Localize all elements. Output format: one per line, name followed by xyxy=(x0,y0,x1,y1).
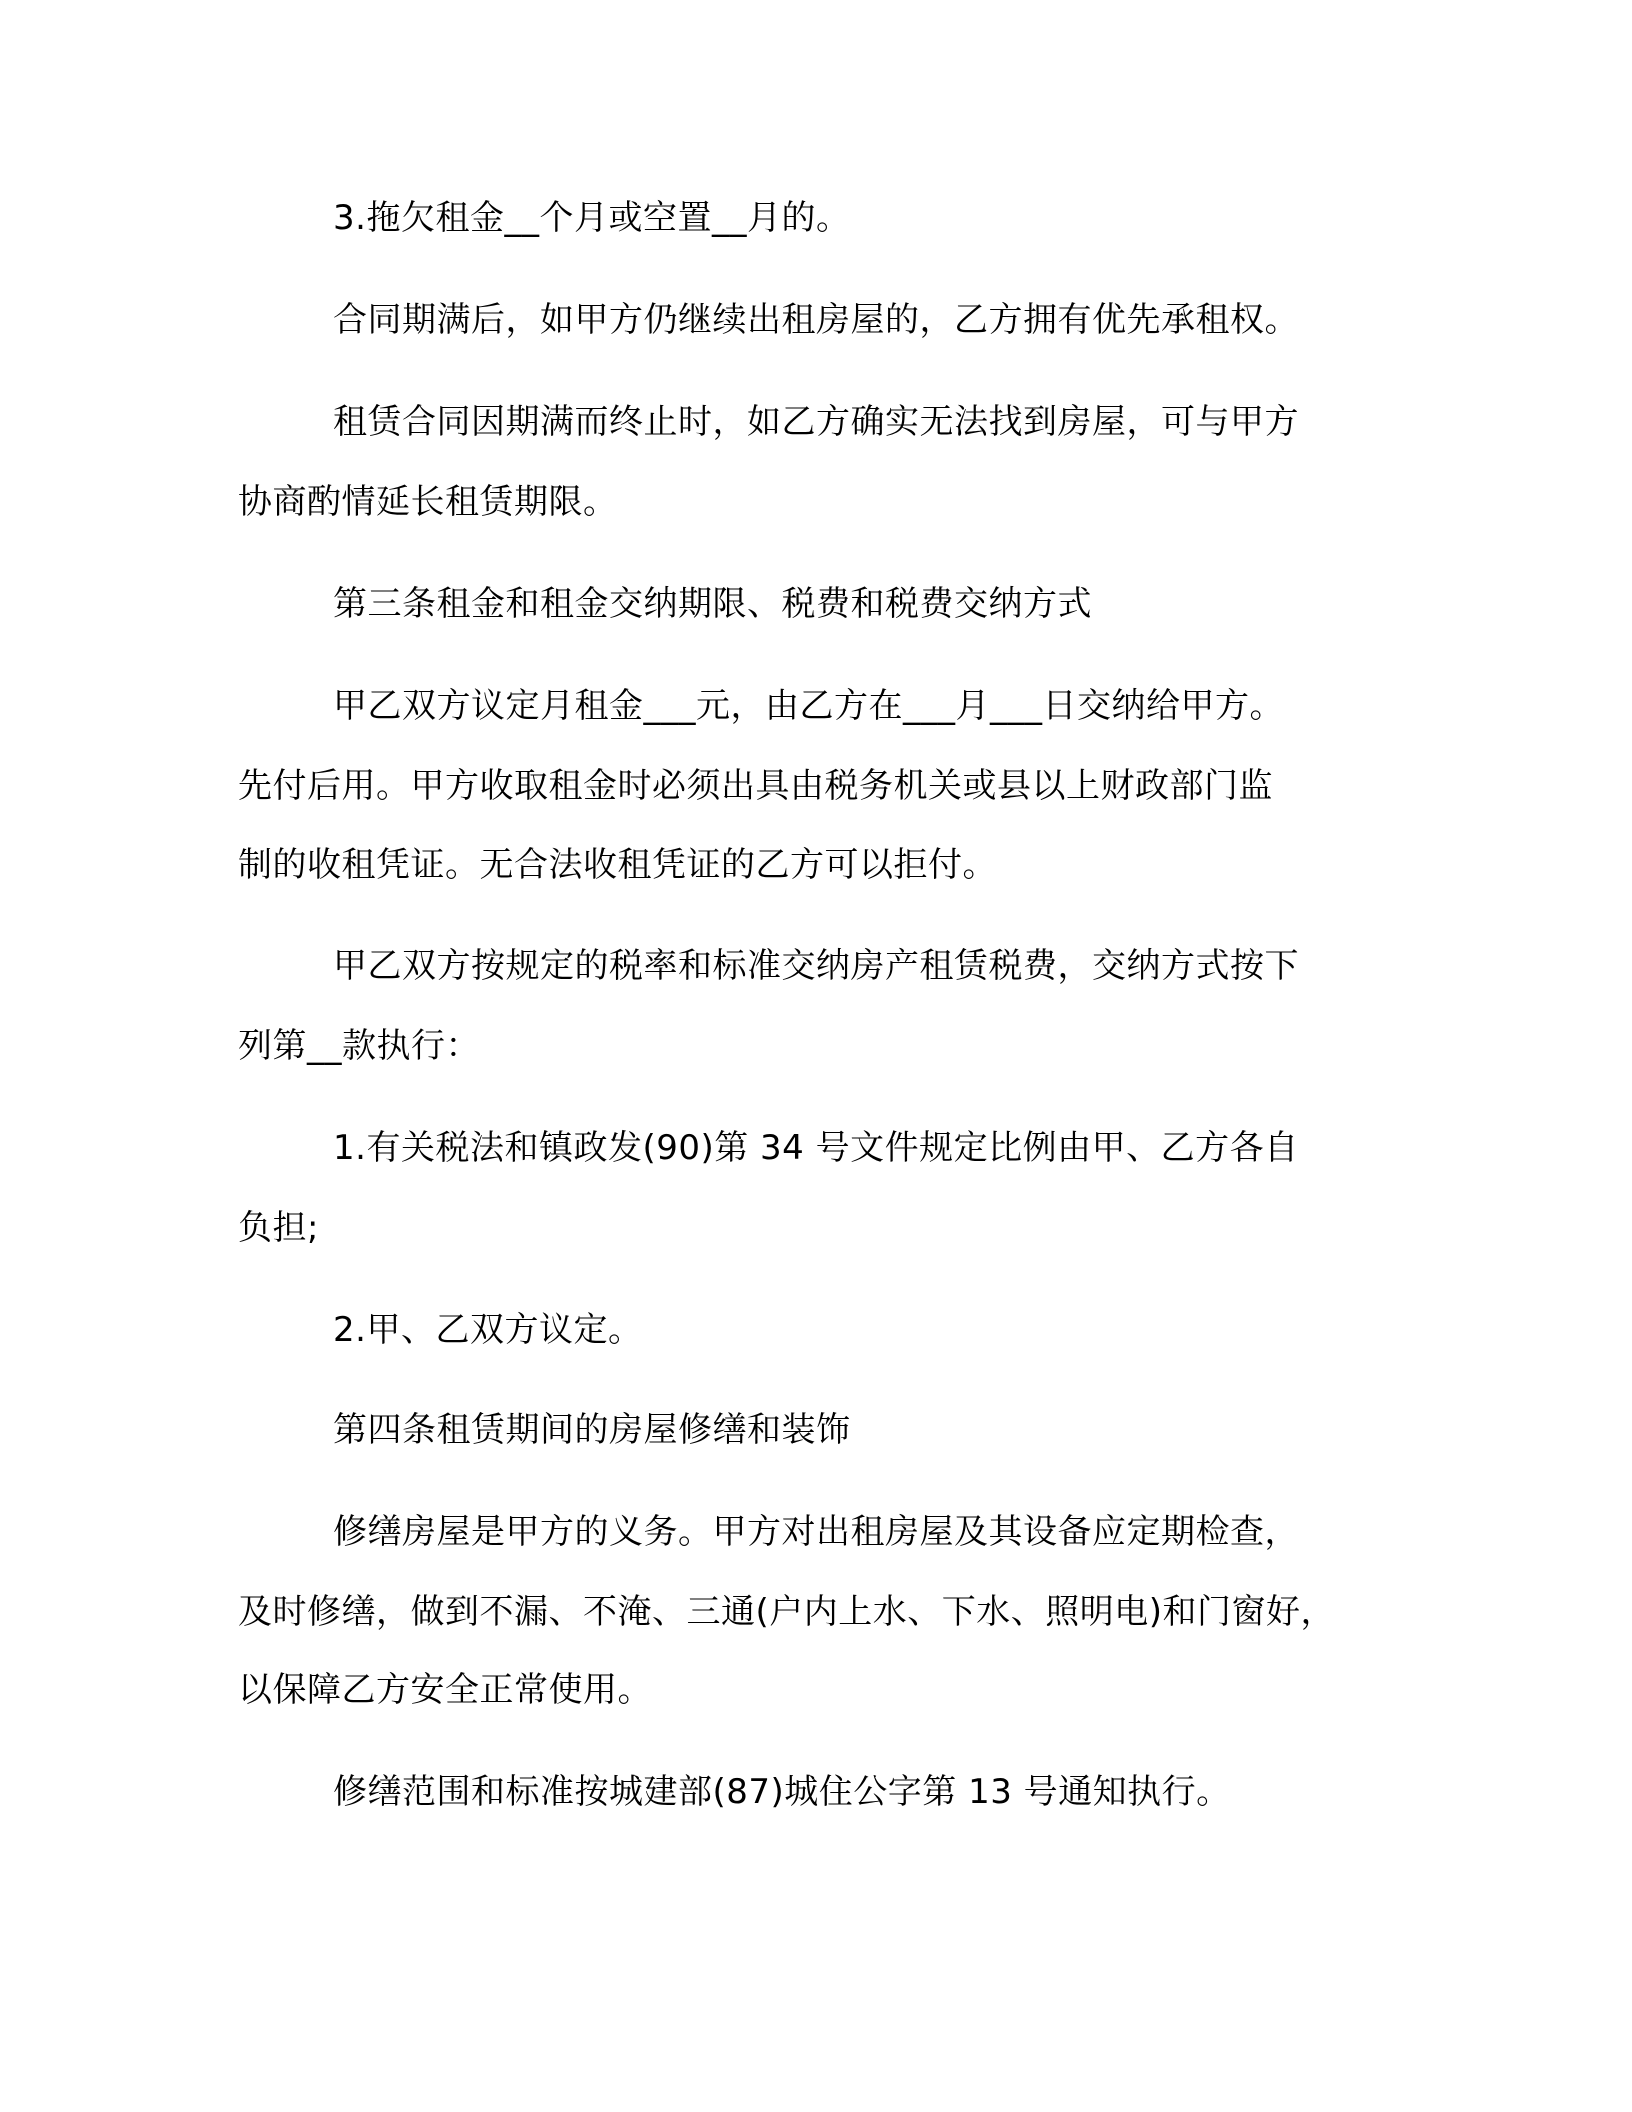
tax-option-1-line-1: 1.有关税法和镇政发(90)第 34 号文件规定比例由甲、乙方各自 xyxy=(333,1128,1299,1168)
rent-payment-paragraph-line-1: 甲乙双方议定月租金___元，由乙方在___月___日交纳给甲方。 xyxy=(333,686,1284,726)
rent-payment-paragraph-line-3: 制的收租凭证。无合法收租凭证的乙方可以拒付。 xyxy=(238,845,997,885)
rent-payment-paragraph-line-2: 先付后用。甲方收取租金时必须出具由税务机关或县以上财政部门监 xyxy=(238,766,1273,806)
repair-duty-paragraph-line-2: 及时修缮，做到不漏、不淹、三通(户内上水、下水、照明电)和门窗好， xyxy=(238,1592,1336,1632)
tax-option-1-line-2: 负担; xyxy=(238,1208,319,1248)
tax-paragraph-line-2: 列第__款执行： xyxy=(238,1026,480,1066)
repair-scope-paragraph: 修缮范围和标准按城建部(87)城住公字第 13 号通知执行。 xyxy=(333,1772,1231,1812)
repair-duty-paragraph-line-1: 修缮房屋是甲方的义务。甲方对出租房屋及其设备应定期检查， xyxy=(333,1512,1299,1552)
lease-extension-paragraph-line-1: 租赁合同因期满而终止时，如乙方确实无法找到房屋，可与甲方 xyxy=(333,402,1299,442)
clause-3-arrears: 3.拖欠租金__个月或空置__月的。 xyxy=(333,198,851,238)
renewal-priority-paragraph: 合同期满后，如甲方仍继续出租房屋的，乙方拥有优先承租权。 xyxy=(333,300,1299,340)
article-4-heading: 第四条租赁期间的房屋修缮和装饰 xyxy=(333,1410,851,1450)
article-3-heading: 第三条租金和租金交纳期限、税费和税费交纳方式 xyxy=(333,584,1092,624)
tax-paragraph-line-1: 甲乙双方按规定的税率和标准交纳房产租赁税费，交纳方式按下 xyxy=(333,946,1299,986)
lease-extension-paragraph-line-2: 协商酌情延长租赁期限。 xyxy=(238,482,618,522)
repair-duty-paragraph-line-3: 以保障乙方安全正常使用。 xyxy=(238,1670,652,1710)
tax-option-2: 2.甲、乙双方议定。 xyxy=(333,1310,643,1350)
